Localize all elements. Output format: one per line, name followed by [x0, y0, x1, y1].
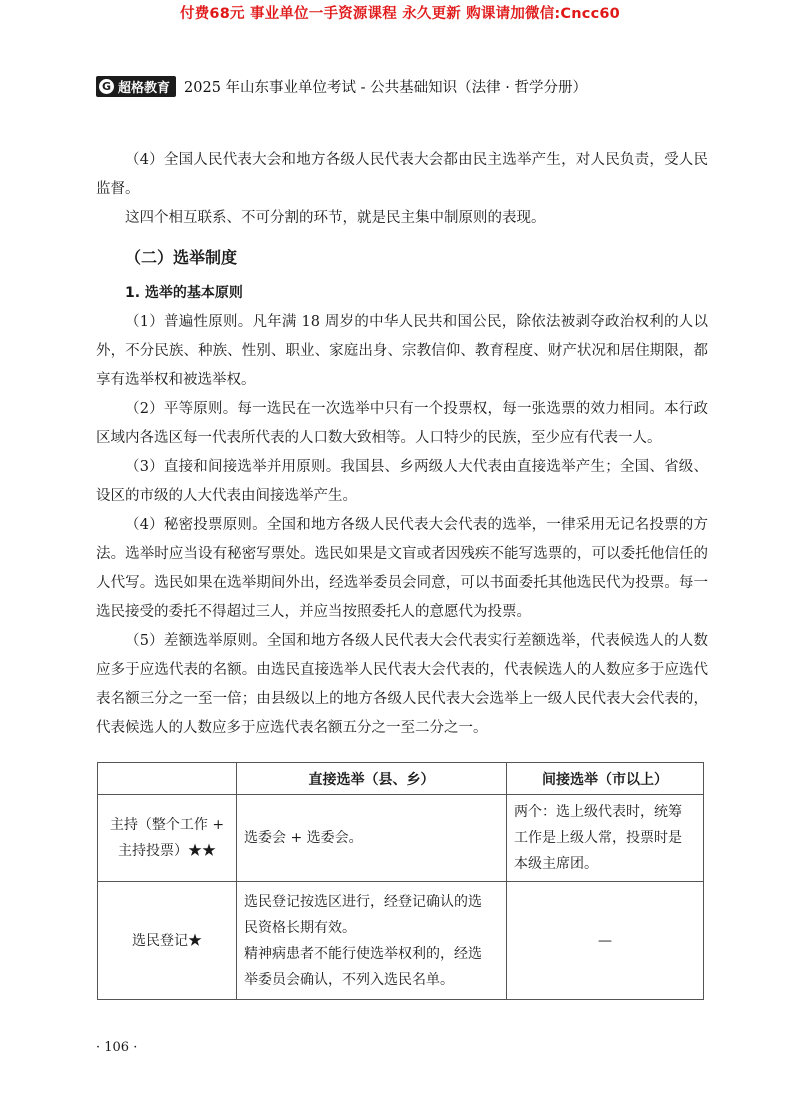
cell-line: 选民登记★: [132, 932, 202, 949]
promo-banner: 付费68元 事业单位一手资源课程 永久更新 购课请加微信:Cncc60: [180, 6, 620, 22]
principle-paragraph: （4）秘密投票原则。全国和地方各级人民代表大会代表的选举，一律采用无记名投票的方法。选举时应当设有秘密写票处。选民如果是文盲或者因残疾不能写选票的，可以委托他信任的人代写。选民如果在选举期间外出，经选举委员会同意，可以书面委托其他选民代为投票。每一选民接受的委托不得超过三人，并应当按照委托人的意愿代为投票。: [96, 517, 708, 620]
direct-election-cell: [237, 795, 507, 882]
cell-line: 举委员会确认，不列入选民名单。: [244, 971, 454, 988]
row-label-cell: [98, 882, 237, 1000]
cell-line: 选委会 + 选委会。: [244, 830, 363, 846]
indirect-election-cell: [507, 882, 704, 1000]
logo-text: 超格教育: [118, 80, 171, 96]
election-comparison-table: [97, 762, 704, 1000]
page-header: [96, 74, 587, 98]
cell-line: 主持（整个工作 +: [109, 817, 225, 833]
cell-line: —: [598, 932, 612, 949]
cell-line: 两个：选上级代表时，统筹: [514, 804, 682, 820]
cell-line: 主持投票）★★: [118, 843, 216, 859]
paragraph: （4）全国人民代表大会和地方各级人民代表大会都由民主选举产生，对人民负责，受人民监督。: [96, 152, 708, 197]
table-row: [98, 882, 704, 1000]
principle-paragraph: （5）差额选举原则。全国和地方各级人民代表大会代表实行差额选举，代表候选人的人数应多于应选代表的名额。由选民直接选举人民代表大会代表的，代表候选人的人数应多于应选代表名额三分之一至一倍；由县级以上的地方各级人民代表大会选举上一级人民代表大会代表的，代表候选人的人数应多于应选代表名额五分之一至二分之一。: [96, 633, 708, 736]
direct-election-cell: [237, 882, 507, 1000]
cell-line: 民资格长期有效。: [244, 919, 356, 936]
paragraph: 这四个相互联系、不可分割的环节，就是民主集中制原则的表现。: [125, 210, 546, 226]
table-header-cell: 间接选举（市以上）: [507, 763, 704, 795]
indirect-election-cell: [507, 795, 704, 882]
principle-paragraph: （2）平等原则。每一选民在一次选举中只有一个投票权，每一张选票的效力相同。本行政区域内各选区每一代表所代表的人口数大致相等。人口特少的民族，至少应有代表一人。: [96, 401, 708, 446]
cell-line: 选民登记按选区进行，经登记确认的选: [244, 893, 482, 910]
table-header-cell: 直接选举（县、乡）: [237, 763, 507, 795]
section-title: （二）选举制度: [125, 248, 238, 267]
subsection-title: 1. 选举的基本原则: [125, 285, 243, 301]
logo-mark-icon: G: [99, 79, 114, 94]
table-header-cell: [98, 763, 237, 795]
cell-line: 本级主席团。: [514, 856, 598, 872]
main-content: [96, 146, 708, 743]
brand-logo: [96, 76, 176, 97]
principle-paragraph: （1）普遍性原则。凡年满 18 周岁的中华人民共和国公民，除依法被剥夺政治权利的人以外，不分民族、种族、性别、职业、家庭出身、宗教信仰、教育程度、财产状况和居住期限，都享有选举权和被选举权。: [96, 314, 708, 388]
table-row: [98, 795, 704, 882]
cell-line: 精神病患者不能行使选举权利的，经选: [244, 945, 482, 962]
page-number: · 106 ·: [96, 1040, 138, 1055]
header-title: 2025 年山东事业单位考试 - 公共基础知识（法律 · 哲学分册）: [184, 79, 587, 96]
table-header-row: [98, 763, 704, 795]
row-label-cell: [98, 795, 237, 882]
principle-paragraph: （3）直接和间接选举并用原则。我国县、乡两级人大代表由直接选举产生；全国、省级、设区的市级的人大代表由间接选举产生。: [96, 459, 708, 504]
cell-line: 工作是上级人常，投票时是: [514, 830, 682, 846]
